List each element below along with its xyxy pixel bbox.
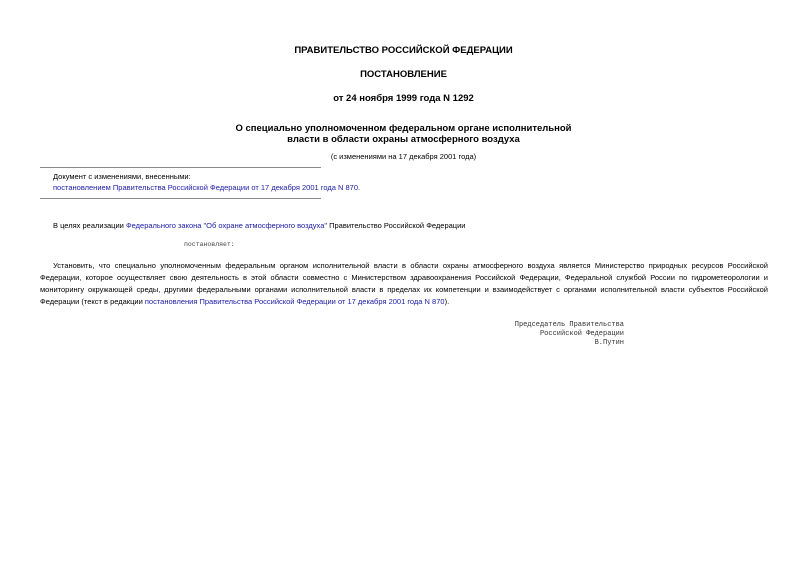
document-type-heading: ПОСТАНОВЛЕНИЕ	[360, 69, 447, 80]
amendment-link[interactable]: постановлением Правительства Российской Федерации от 17 декабря 2001 года N 870.	[53, 183, 361, 192]
amendments-top-divider	[40, 167, 321, 168]
organization-heading: ПРАВИТЕЛЬСТВО РОССИЙСКОЙ ФЕДЕРАЦИИ	[294, 45, 513, 56]
resolves-word: постановляет:	[184, 241, 235, 248]
resolution-amendment-link[interactable]: постановления Правительства Российской Федерации от 17 декабря 2001 года N 870	[144, 297, 445, 306]
document-title-line-2: власти в области охраны атмосферного воздуха	[287, 134, 520, 145]
amendments-label: Документ с изменениями, внесенными:	[53, 172, 191, 181]
preamble	[53, 221, 465, 230]
changes-note: (с изменениями на 17 декабря 2001 года)	[330, 152, 477, 161]
signature-country: Российской Федерации	[539, 330, 624, 338]
amendments-bottom-divider	[40, 198, 321, 199]
signature-position: Председатель Правительства	[514, 321, 624, 329]
resolution-body	[40, 260, 768, 308]
federal-law-link[interactable]: Федерального закона "Об охране атмосферного воздуха"	[125, 221, 328, 230]
signature-name: В.Путин	[594, 339, 624, 347]
preamble-suffix: Правительство Российской Федерации	[327, 221, 466, 230]
document-title-line-1: О специально уполномоченном федеральном органе исполнительной	[235, 123, 572, 134]
preamble-prefix: В целях реализации	[53, 221, 126, 230]
resolution-text: Установить, что специально уполномоченным федеральным органом исполнительной власти в области охраны атмосферного воздуха является Министерство природных ресурсов Российской Федерации, которое осуществляет свою деятельность в этой области совместно с Министерством здравоохранения Российской Федерации, Федеральной службой России по гидрометеорологии и мониторингу окружающей среды, другими федеральными органами исполнительной власти в пределах их компетенции и взаимодействует с органами исполнительной власти субъектов Российской Федерации (текст в редакции	[40, 261, 768, 306]
document-date-number: от 24 ноября 1999 года N 1292	[333, 93, 474, 104]
resolution-end: ).	[444, 297, 450, 306]
